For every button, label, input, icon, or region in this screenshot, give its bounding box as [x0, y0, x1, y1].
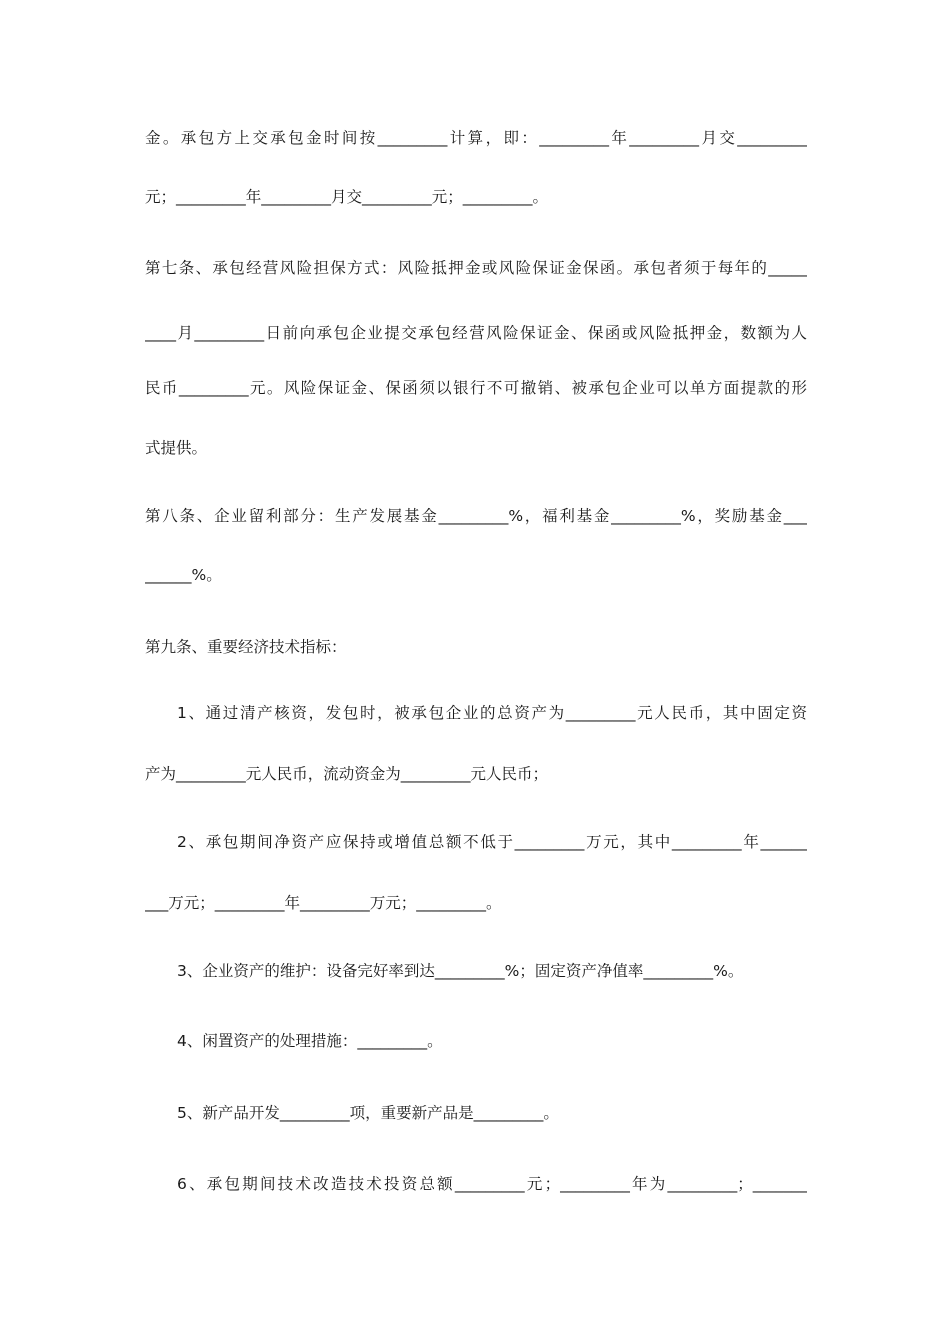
indicator-1-line-2: 产为_________元人民币，流动资金为_________元人民币；	[145, 765, 549, 783]
indicator-5: 5、新产品开发_________项，重要新产品是_________。	[177, 1104, 559, 1122]
article-8-line-1: 第八条、企业留利部分：生产发展基金_________%，福利基金_________%，奖励基金___	[145, 507, 807, 525]
article-7-line-2: ____月_________日前向承包企业提交承包经营风险保证金、保函或风险抵押金，数额为人	[145, 324, 807, 342]
contract-line-1: 金。承包方上交承包金时间按_________计算，即：_________年_________月交_________	[145, 129, 807, 147]
indicator-6-line-1: 6、承包期间技术改造技术投资总额_________元；_________年为_________；_______	[177, 1175, 807, 1193]
article-8-line-2: ______%。	[145, 566, 222, 584]
article-7-line-4: 式提供。	[145, 439, 208, 457]
contract-line-2: 元；_________年_________月交_________元；_________。	[145, 188, 549, 206]
indicator-2-line-2: ___万元；_________年_________万元；_________。	[145, 894, 502, 912]
indicator-2-line-1: 2、承包期间净资产应保持或增值总额不低于_________万元，其中_________年______	[177, 833, 807, 851]
article-7-line-3: 民币_________元。风险保证金、保函须以银行不可撤销、被承包企业可以单方面提款的形	[145, 379, 807, 397]
indicator-1-line-1: 1、通过清产核资，发包时，被承包企业的总资产为_________元人民币，其中固定资	[177, 704, 807, 722]
article-9-heading: 第九条、重要经济技术指标：	[145, 638, 347, 656]
indicator-4: 4、闲置资产的处理措施：_________。	[177, 1032, 443, 1050]
article-7-line-1: 第七条、承包经营风险担保方式：风险抵押金或风险保证金保函。承包者须于每年的_____	[145, 259, 807, 277]
indicator-3: 3、企业资产的维护：设备完好率到达_________%；固定资产净值率_________%。	[177, 962, 744, 980]
